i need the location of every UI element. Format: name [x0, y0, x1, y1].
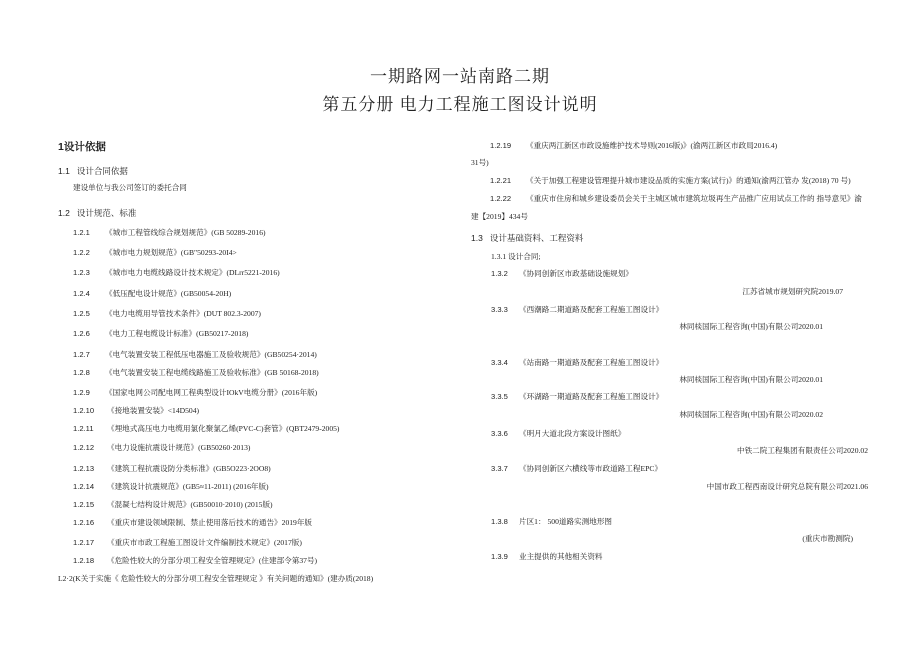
list-item: 1.2.17 《重庆市市政工程施工图设计文件编制技术规定》(2017版): [73, 538, 302, 547]
source-org: 林同棪国际工程咨询(中国)有限公司2020.01: [679, 375, 823, 384]
list-item: 1.2.19 《重庆两江新区市政设施维护技术导则(2016版)》(渝两江新区市政局2016.4): [490, 141, 778, 150]
list-item: 1.2.5 《电力电缆用导管技术条件》(DUT 802.3-2007): [73, 309, 261, 318]
list-item-continuation: 31号): [471, 158, 489, 167]
subsection-title: 设计基础资料、工程资料: [489, 233, 584, 243]
source-org: 中铁二院工程集团有限责任公司2020.02: [737, 446, 868, 455]
list-item: 1.2.8 《电气装置安装工程电缆线路施工及验收标准》(GB 50168-2018): [73, 368, 319, 377]
subsection-title: 设计规范、标准: [76, 208, 137, 218]
list-item: 1.2.12 《电力设施抗震设计规范》(GB50260·2013): [73, 443, 251, 452]
list-item-continuation: 建【2019】434号: [471, 212, 528, 221]
list-item: 1.2.10 《接地装置安装》<14D504): [73, 406, 200, 415]
list-item: 3.3.5 《环湖路一期道路及配套工程施工图设计》: [491, 392, 664, 401]
list-item: 1.2.1 《城市工程管线综合规划规范》(GB 50289-2016): [73, 228, 266, 237]
source-org: 中国市政工程西南设计研究总院有限公司2021.06: [706, 482, 868, 491]
list-item: 1.3.8 片区1： 500道路实测地形图: [491, 517, 613, 526]
list-item: 3.3.7 《协同创新区六横线等市政道路工程EPC》: [491, 464, 663, 473]
source-org: 江苏省城市规划研究院2019.07: [742, 287, 843, 296]
list-item: 1.2.18 《危险性较大的分部分项工程安全管理规定》(住建部令第37号): [73, 556, 318, 565]
list-item: 1.2.16 《重庆市建设领域限制、禁止使用落后技术的通告》2019年版: [73, 518, 313, 527]
subsection-number: 1.3: [471, 233, 483, 243]
list-item: 3.3.3 《西潮路二期道路及配套工程施工图设计》: [491, 305, 664, 314]
list-item: 1.2.4 《低压配电设计规范》(GB50054-20H): [73, 289, 232, 298]
list-item: 1.2.21 《关于加强工程建设管理提升城市建设品质的实施方案(试行)》的通知(渝两江管办 发(2018) 70 号): [490, 176, 851, 185]
source-org: (重庆市勘测院): [802, 534, 853, 543]
list-item: 1.2.2 《城市电力规划规范》(GB"50293-20I4>: [73, 248, 237, 257]
list-item: 3.3.6 《明月大道北段方案设计图纸》: [491, 429, 626, 438]
contract-basis-text: 建设单位与我公司签订的委托合同: [73, 183, 187, 192]
list-item: 1.2.15 《混凝七结构设计规范》(GB50010·2010) (2015版): [73, 500, 273, 509]
source-org: 林同棪国际工程咨询(中国)有限公司2020.02: [679, 410, 823, 419]
list-item: 1.3.1 设计合同;: [491, 252, 541, 261]
list-item: 1.2.11 《埋地式高压电力电缆用氯化聚氯乙烯(PVC-C)套管》(QBT2479-2005): [73, 424, 340, 433]
document-title: 一期路网一站南路二期: [370, 67, 550, 86]
list-item: 1.2.6 《电力工程电缆设计标准》(GB50217-2018): [73, 329, 249, 338]
source-org: 林同棪国际工程咨询(中国)有限公司2020.01: [679, 322, 823, 331]
list-item: 1.2.7 《电气装置安装工程低压电器施工及验收规范》(GB50254·2014): [73, 350, 317, 359]
list-item: 1.2.13 《建筑工程抗震设防分类标准》(GB5O223·2OO8): [73, 464, 271, 473]
list-item: 3.3.4 《站南路一期道路及配套工程施工图设计》: [491, 358, 664, 367]
list-item: 1.2.9 《国家电网公司配电网工程典型设计IOkV电缆分册》(2016年版): [73, 388, 318, 397]
section-heading-1: 1设计依据: [58, 141, 106, 153]
list-item: 1.3.9 业主提供的其他相关资料: [491, 552, 603, 561]
list-item-continuation: L2·2(K关于实施《 危险性较大的分部分项工程安全管理规定 》有关问题的通知》(建办质(2018): [58, 574, 374, 583]
subsection-title: 设计合同依据: [76, 166, 128, 176]
subsection-1-3: [471, 232, 583, 244]
subsection-1-1: [58, 165, 128, 177]
list-item: 1.2.14 《建筑设计抗震规范》(GB5≈11-2011) (2016年版): [73, 482, 269, 491]
document-subtitle: 第五分册 电力工程施工图设计说明: [322, 95, 598, 114]
list-item: 1.3.2 《协同创新区市政基础设施规划》: [491, 269, 633, 278]
subsection-number: 1.1: [58, 166, 70, 176]
subsection-1-2: [58, 207, 136, 219]
list-item: 1.2.3 《城市电力电缆线路设计技术规定》(DLrr5221-2016): [73, 268, 280, 277]
subsection-number: 1.2: [58, 208, 70, 218]
list-item: 1.2.22 《重庆市住房和城乡建设委员会关于主城区城市建筑垃圾再生产品推广应用试点工作的 指导意见》渝: [490, 194, 863, 203]
